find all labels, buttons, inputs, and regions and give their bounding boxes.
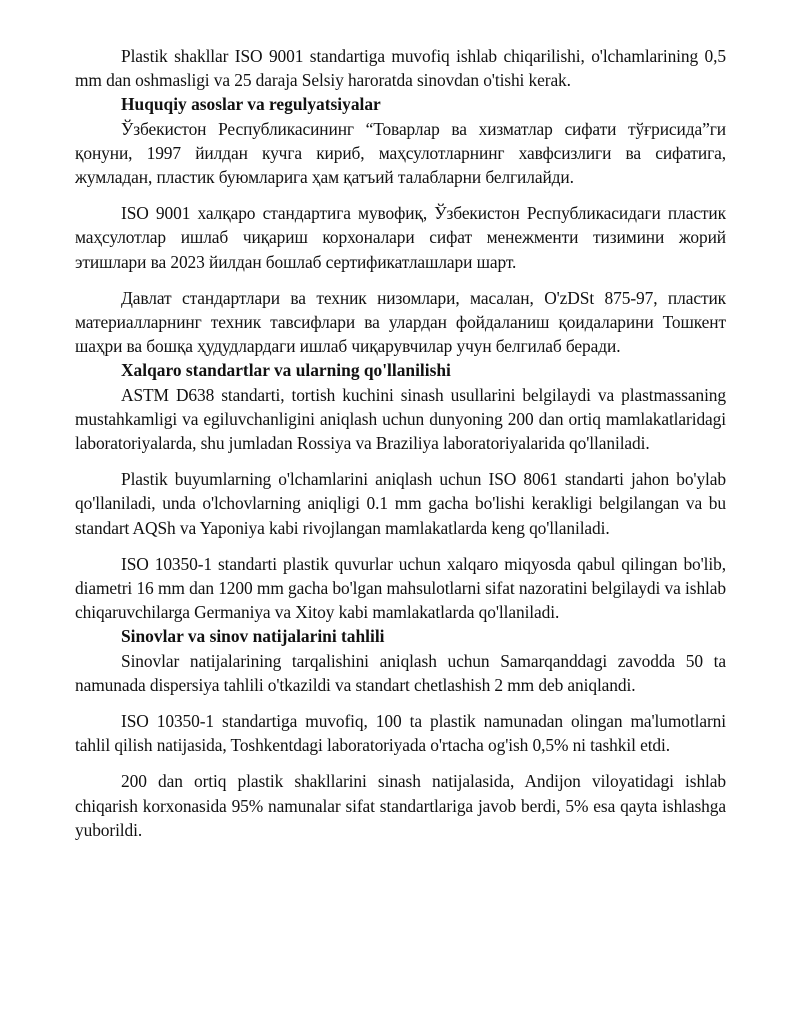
- paragraph-iso10350-pipes: ISO 10350-1 standarti plastik quvurlar uchun xalqaro miqyosda qabul qilingan bo'lib, diametri 16 mm dan 1200 mm gacha bo'lgan mahsulotlarni sifat nazoratini belgilaydi va ishlab chiqaruvchilarga Germaniya va Xitoy kabi mamlakatlarda qo'llaniladi.: [75, 553, 726, 623]
- paragraph-test-results: 200 dan ortiq plastik shakllarini sinash natijalasida, Andijon viloyatidagi ishlab chiqarish korxonasida 95% namunalar sifat standartlariga javob berdi, 5% esa qayta ishlashga yuborildi.: [75, 771, 726, 840]
- paragraph-iso8061: Plastik buyumlarning o'lchamlarini aniqlash uchun ISO 8061 standarti jahon bo'ylab qo'llaniladi, unda o'lchovlarning aniqligi 0.1 mm gacha bo'lishi kerakligi belgilangan va bu standart AQSh va Yaponiya kabi rivojlangan mamlakatlarda keng qo'llaniladi.: [75, 469, 726, 538]
- heading-legal-basis: Huquqiy asoslar va regulyatsiyalar: [121, 94, 381, 115]
- document-page: [75, 44, 726, 842]
- heading-tests-analysis: Sinovlar va sinov natijalarini tahlili: [121, 626, 385, 647]
- paragraph-astm-d638: ASTM D638 standarti, tortish kuchini sinash usullarini belgilaydi va plastmassaning mustahkamligi va egiluvchanligini aniqlash uchun dunyoning 200 dan ortiq mamlakatlaridagi laboratoriyalarda, shu jumladan Rossiya va Braziliya laboratoriyalarida qo'llaniladi.: [75, 384, 726, 454]
- paragraph-quality-law: Ўзбекистон Республикасининг “Товарлар ва хизматлар сифати тўғрисида”ги қонуни, 1997 йилдан кучга кириб, маҳсулотларнинг хавфсизлиги ва сифатига, жумладан, пластик буюмларига ҳам қатъий талабларни белгилайди.: [75, 118, 726, 188]
- paragraph-average-deviation: ISO 10350-1 standartiga muvofiq, 100 ta plastik namunadan olingan ma'lumotlarni tahlil qilish natijasida, Toshkentdagi laboratoriyada o'rtacha og'ish 0,5% ni tashkil etdi.: [75, 711, 726, 756]
- paragraph-dispersion-analysis: Sinovlar natijalarining tarqalishini aniqlash uchun Samarqanddagi zavodda 50 ta namunada dispersiya tahlili o'tkazildi va standart chetlashish 2 mm deb aniqlandi.: [75, 650, 726, 695]
- heading-international-standards: Xalqaro standartlar va ularning qo'llanilishi: [121, 360, 451, 381]
- paragraph-iso9001-requirements: Plastik shakllar ISO 9001 standartiga muvofiq ishlab chiqarilishi, o'lchamlarining 0,5 mm dan oshmasligi va 25 daraja Selsiy haroratda sinovdan o'tishi kerak.: [75, 46, 726, 91]
- paragraph-state-standards: Давлат стандартлари ва техник низомлари, масалан, O'zDSt 875-97, пластик материалларнинг техник тавсифлари ва улардан фойдаланиш қоидаларини Тошкент шаҳри ва бошқа ҳудудлардаги ишлаб чиқарувчилар учун белгилаб беради.: [75, 287, 726, 357]
- paragraph-iso9001-certification: ISO 9001 халқаро стандартига мувофиқ, Ўзбекистон Республикасидаги пластик маҳсулотлар ишлаб чиқариш корхоналари сифат менежменти тизимини жорий этишлари ва 2023 йилдан бошлаб сертификатлашлари шарт.: [75, 203, 726, 272]
